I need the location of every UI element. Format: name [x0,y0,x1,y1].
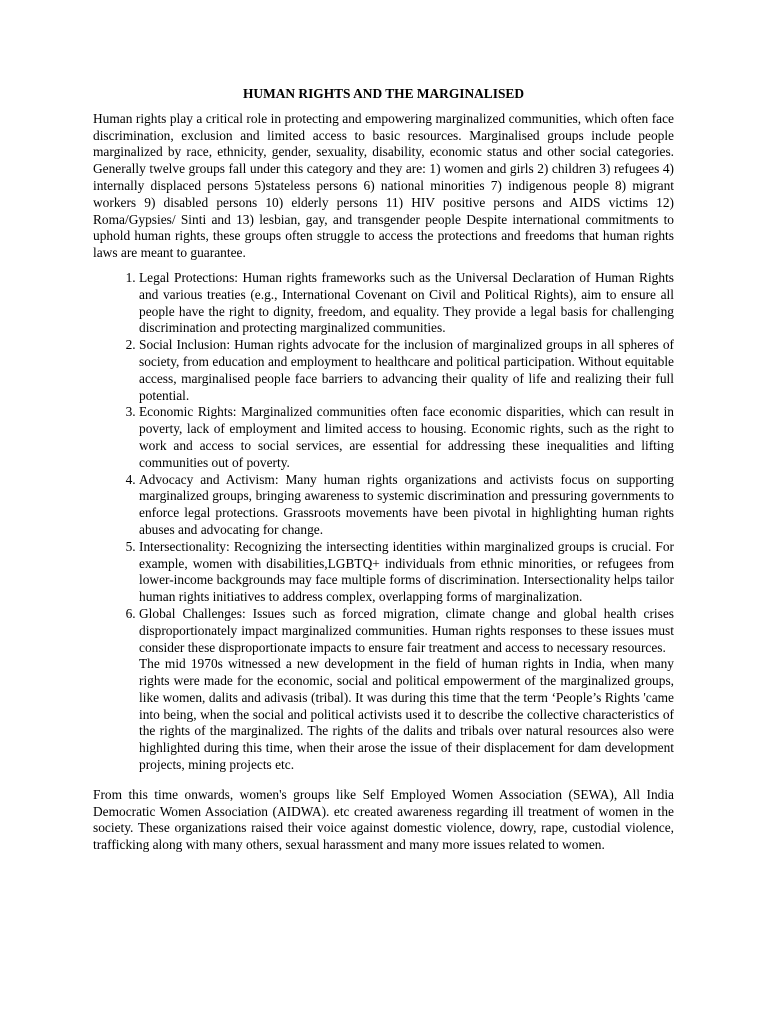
list-item: 4. Advocacy and Activism: Many human rights organizations and activists focus on supporting marginalized groups, bringing awareness to systemic discrimination and pressuring governments to enforce legal protections. Grassroots movements have been pivotal in highlighting human rights abuses and advocating for change. [139,472,674,539]
page-title: HUMAN RIGHTS AND THE MARGINALISED [243,86,524,101]
list-item: 6. Global Challenges: Issues such as forced migration, climate change and global health crises disproportionately impact marginalized communities. Human rights responses to these issues must consider these disproportionate impacts to ensure fair treatment and access to necessary resources. [139,606,674,656]
list-item: 1. Legal Protections: Human rights frameworks such as the Universal Declaration of Human Rights and various treaties (e.g., International Covenant on Civil and Political Rights), aim to ensure all people have the right to dignity, freedom, and equality. They provide a legal basis for challenging discrimination and protecting marginalized communities. [139,270,674,337]
numbered-list [93,270,674,656]
intro-paragraph: Human rights play a critical role in protecting and empowering marginalized communities, which often face discrimination, exclusion and limited access to basic resources. Marginalised groups include people marginalized by race, ethnicity, gender, sexuality, disability, economic status and other social categories. Generally twelve groups fall under this category and they are: 1) women and girls 2) children 3) refugees 4) internally displaced persons 5)stateless persons 6) national minorities 7) indigenous people 8) migrant workers 9) disabled persons 10) elderly persons 11) HIV positive persons and AIDS victims 12) Roma/Gypsies/ Sinti and 13) lesbian, gay, and transgender people Despite international commitments to uphold human rights, these groups often struggle to access the protections and freedoms that human rights laws are meant to guarantee. [93,110,674,261]
list-item: 3. Economic Rights: Marginalized communities often face economic disparities, which can result in poverty, lack of employment and limited access to housing. Economic rights, such as the right to work and access to social services, are essential for addressing these inequalities and lifting communities out of poverty. [139,404,674,471]
history-paragraph: The mid 1970s witnessed a new development in the field of human rights in India, when many rights were made for the economic, social and political empowerment of the marginalized groups, like women, dalits and adivasis (tribal). It was during this time that the term ‘People’s Rights 'came into being, when the social and political activists used it to describe the collective characteristics of the rights of the marginalized. The rights of the dalits and tribals over natural resources also were highlighted during this time, when their arose the issue of their displacement for dam development projects, mining projects etc. [139,656,674,773]
list-item: 5. Intersectionality: Recognizing the intersecting identities within marginalized groups is crucial. For example, women with disabilities,LGBTQ+ individuals from ethnic minorities, or refugees from lower-income backgrounds may face multiple forms of discrimination. Intersectionality helps tailor human rights initiatives to address complex, overlapping forms of marginalization. [139,539,674,606]
closing-paragraph: From this time onwards, women's groups like Self Employed Women Association (SEWA), All India Democratic Women Association (AIDWA). etc created awareness regarding ill treatment of women in the society. These organizations raised their voice against domestic violence, dowry, rape, custodial violence, trafficking along with many others, sexual harassment and many more issues related to women. [93,786,674,853]
list-item: 2. Social Inclusion: Human rights advocate for the inclusion of marginalized groups in all spheres of society, from education and employment to healthcare and political participation. Without equitable access, marginalised people face barriers to advancing their quality of life and realizing their full potential. [139,337,674,404]
document-page [93,86,674,854]
